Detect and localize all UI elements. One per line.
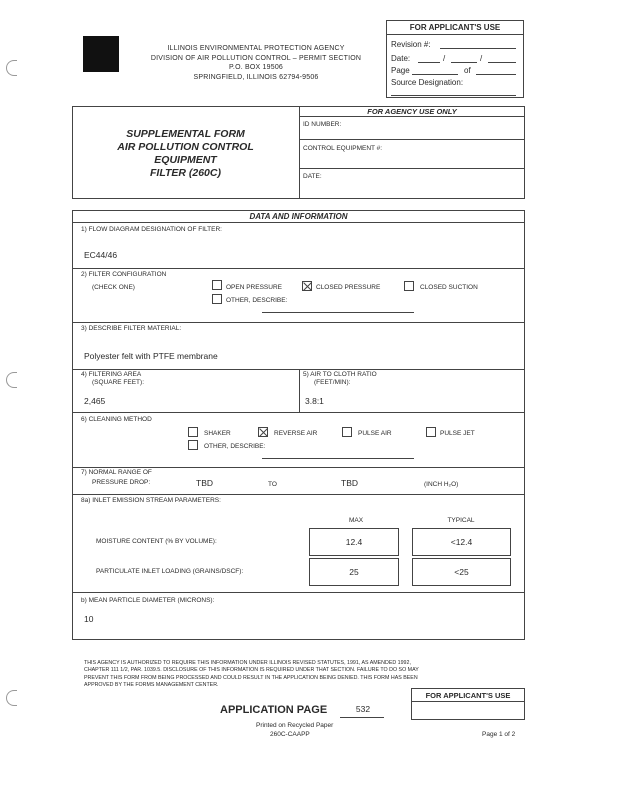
city-address: SPRINGFIELD, ILLINOIS 62794-9506 (193, 73, 319, 81)
application-page-value[interactable]: 532 (355, 704, 371, 714)
other-cleaning-label: OTHER, DESCRIBE: (204, 443, 266, 450)
source-designation-field[interactable] (391, 95, 516, 96)
closed-pressure-label: CLOSED PRESSURE (316, 284, 381, 291)
punch-hole (6, 60, 17, 76)
page-label: Page (391, 66, 410, 75)
particulate-typical-value: <25 (454, 567, 469, 577)
date-month-field[interactable] (418, 62, 440, 63)
footer-applicant-use-title: FOR APPLICANT'S USE (425, 691, 511, 700)
pressure-drop-to-label: TO (268, 481, 277, 488)
max-column-header: MAX (348, 517, 364, 524)
agency-header (130, 44, 382, 82)
other-config-checkbox[interactable] (212, 294, 222, 304)
moisture-typical-value: <12.4 (450, 537, 473, 547)
pulse-jet-checkbox[interactable] (426, 427, 436, 437)
q8-label: 8a) INLET EMISSION STREAM PARAMETERS: (81, 497, 221, 504)
date-year-field[interactable] (488, 62, 516, 63)
disclaimer-line-3: PREVENT THIS FORM FROM BEING PROCESSED AND COULD RESULT IN THE APPLICATION BEING DENIED. THIS FORM HAS BEEN (84, 674, 418, 681)
pressure-drop-unit: (INCH H₂O) (424, 481, 459, 488)
q4-sub-label: (SQUARE FEET): (92, 379, 145, 386)
disclaimer (84, 660, 524, 690)
page-number: Page 1 of 2 (482, 731, 516, 738)
agency-use-title: FOR AGENCY USE ONLY (367, 107, 457, 116)
q2-label: 2) FILTER CONFIGURATION (81, 271, 167, 278)
q7-sub-label: PRESSURE DROP: (92, 479, 151, 486)
id-number-label: ID NUMBER: (303, 121, 342, 128)
q3-value[interactable]: Polyester felt with PTFE membrane (84, 351, 218, 361)
q5-value[interactable]: 3.8:1 (305, 396, 324, 406)
punch-hole (6, 690, 17, 706)
q4-label: 4) FILTERING AREA (81, 371, 142, 378)
form-title-line3: EQUIPMENT (154, 154, 217, 166)
moisture-max-value: 12.4 (345, 537, 363, 547)
form-title-line4: FILTER (260C) (150, 167, 221, 179)
of-label: of (464, 66, 471, 75)
revision-field[interactable] (440, 48, 516, 49)
page-field[interactable] (412, 74, 458, 75)
q8b-value[interactable]: 10 (84, 614, 94, 624)
q5-sub-label: (FEET/MIN): (314, 379, 351, 386)
q1-value[interactable]: EC44/46 (84, 250, 118, 260)
closed-suction-checkbox[interactable] (404, 281, 414, 291)
q3-label: 3) DESCRIBE FILTER MATERIAL: (81, 325, 182, 332)
recycled-paper-note: Printed on Recycled Paper (256, 722, 334, 729)
open-pressure-label: OPEN PRESSURE (226, 284, 282, 291)
q8b-label: b) MEAN PARTICLE DIAMETER (MICRONS): (81, 597, 215, 604)
shaker-label: SHAKER (204, 430, 231, 437)
reverse-air-label: REVERSE AIR (274, 430, 318, 437)
revision-label: Revision #: (391, 40, 431, 49)
form-title (72, 128, 299, 180)
form-title-line2: AIR POLLUTION CONTROL (117, 141, 254, 153)
form-code: 260C-CAAPP (270, 731, 310, 738)
q2-sub-label: (CHECK ONE) (92, 284, 135, 291)
particulate-max-value: 25 (349, 567, 359, 577)
other-config-label: OTHER, DESCRIBE: (226, 297, 288, 304)
other-config-field[interactable] (262, 312, 414, 313)
pulse-jet-label: PULSE JET (440, 430, 475, 437)
punch-hole (6, 372, 17, 388)
pulse-air-label: PULSE AIR (358, 430, 392, 437)
agency-date-label: DATE: (303, 173, 322, 180)
po-box: P.O. BOX 19506 (228, 64, 284, 71)
agency-logo (83, 36, 119, 72)
q5-label: 5) AIR TO CLOTH RATIO (303, 371, 377, 378)
q1-label: 1) FLOW DIAGRAM DESIGNATION OF FILTER: (81, 226, 222, 233)
q6-label: 6) CLEANING METHOD (81, 416, 152, 423)
shaker-checkbox[interactable] (188, 427, 198, 437)
closed-pressure-checkbox[interactable] (302, 281, 312, 291)
open-pressure-checkbox[interactable] (212, 280, 222, 290)
reverse-air-checkbox[interactable] (258, 427, 268, 437)
application-page-field (340, 717, 384, 718)
q4-value[interactable]: 2,465 (84, 396, 106, 406)
agency-name: ILLINOIS ENVIRONMENTAL PROTECTION AGENCY (167, 45, 345, 52)
other-cleaning-field[interactable] (262, 458, 414, 459)
pulse-air-checkbox[interactable] (342, 427, 352, 437)
application-page-label: APPLICATION PAGE (220, 704, 328, 716)
moisture-content-label: MOISTURE CONTENT (% BY VOLUME): (96, 538, 217, 545)
pressure-drop-min-value[interactable]: TBD (196, 478, 213, 488)
closed-suction-label: CLOSED SUCTION (420, 284, 478, 291)
disclaimer-line-1: THIS AGENCY IS AUTHORIZED TO REQUIRE THIS INFORMATION UNDER ILLINOIS REVISED STATUTES, 1991, AS AMENDED 1992, (84, 660, 411, 666)
data-section-title: DATA AND INFORMATION (249, 212, 348, 221)
control-equipment-label: CONTROL EQUIPMENT #: (303, 145, 383, 152)
form-title-line1: SUPPLEMENTAL FORM (126, 128, 245, 140)
disclaimer-line-2: CHAPTER 111 1/2, PAR. 1039.5. DISCLOSURE OF THIS INFORMATION IS REQUIRED UNDER THAT SECTION. FAILURE TO DO SO MAY (84, 667, 419, 674)
other-cleaning-checkbox[interactable] (188, 440, 198, 450)
disclaimer-line-4: APPROVED BY THE FORMS MANAGEMENT CENTER. (84, 682, 219, 689)
particulate-loading-label: PARTICULATE INLET LOADING (GRAINS/DSCF): (96, 568, 244, 575)
date-day-field[interactable] (451, 62, 477, 63)
source-designation-label: Source Designation: (391, 78, 464, 87)
of-field[interactable] (476, 74, 516, 75)
applicant-use-title: FOR APPLICANT'S USE (409, 23, 501, 32)
typical-column-header: TYPICAL (447, 517, 475, 524)
date-label: Date: (391, 54, 411, 63)
division-name: DIVISION OF AIR POLLUTION CONTROL – PERMIT SECTION (150, 54, 362, 62)
pressure-drop-max-value[interactable]: TBD (341, 478, 358, 488)
q7-label: 7) NORMAL RANGE OF (81, 469, 152, 476)
